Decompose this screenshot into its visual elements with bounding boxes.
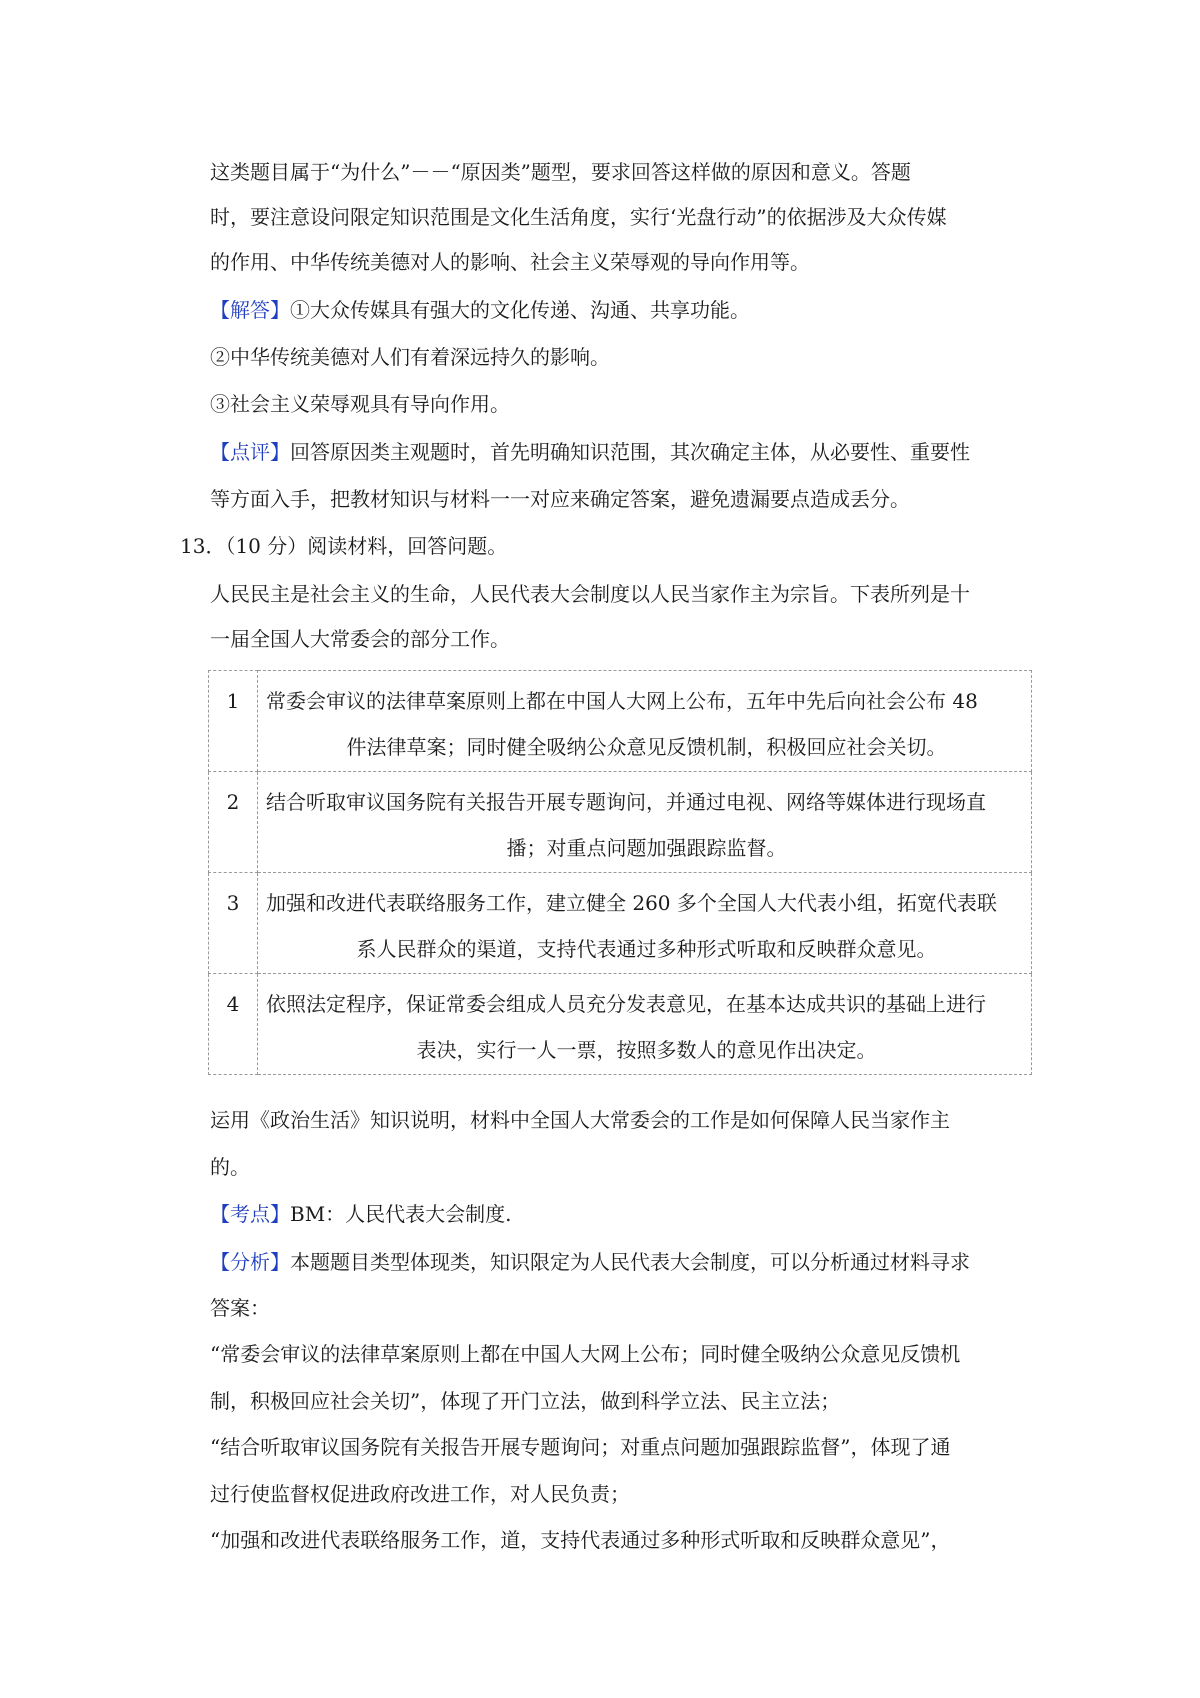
analysis-text-1: 本题题目类型体现类，知识限定为人民代表大会制度，可以分析通过材料寻求 [290, 1250, 970, 1274]
comment-line-2: 等方面入手，把教材知识与材料一一对应来确定答案，避免遗漏要点造成丢分。 [210, 487, 910, 511]
analysis-line-1 [210, 1248, 1030, 1276]
row-text-line-1: 加强和改进代表联络服务工作，建立健全 260 多个全国人大代表小组，拓宽代表联 [266, 891, 997, 915]
comment-text-1: 回答原因类主观题时，首先明确知识范围，其次确定主体，从必要性、重要性 [290, 440, 970, 464]
q13-intro-line-1: 人民民主是社会主义的生命，人民代表大会制度以人民当家作主为宗旨。下表所列是十 [210, 582, 970, 606]
analysis-line-2: 答案： [210, 1296, 270, 1320]
row-content [258, 772, 1032, 873]
intro-line-3: 的作用、中华传统美德对人的影响、社会主义荣辱观的导向作用等。 [210, 250, 810, 274]
comment-tag: 【点评】 [210, 440, 290, 464]
row-number: 1 [209, 671, 258, 772]
row-text-line-2: 件法律草案；同时健全吸纳公众意见反馈机制，积极回应社会关切。 [346, 735, 947, 759]
q13-intro-line-2: 一届全国人大常委会的部分工作。 [210, 627, 510, 651]
analysis-quote-2a: “结合听取审议国务院有关报告开展专题询问；对重点问题加强跟踪监督”，体现了通 [210, 1435, 951, 1459]
row-text-line-1: 常委会审议的法律草案原则上都在中国人大网上公布，五年中先后向社会公布 48 [266, 689, 978, 713]
kaodian-line [210, 1200, 1030, 1228]
table-row [209, 974, 1032, 1075]
question-13-header: 13．（10 分）阅读材料，回答问题。 [180, 534, 508, 558]
material-table [208, 670, 1032, 1075]
intro-line-2: 时，要注意设问限定知识范围是文化生活角度，实行‘光盘行动”的依据涉及大众传媒 [210, 205, 947, 229]
kaodian-tag: 【考点】 [210, 1202, 290, 1226]
q13-question-line-1: 运用《政治生活》知识说明，材料中全国人大常委会的工作是如何保障人民当家作主 [210, 1108, 950, 1132]
analysis-tag: 【分析】 [210, 1250, 290, 1274]
row-number: 3 [209, 873, 258, 974]
table-row [209, 671, 1032, 772]
row-content [258, 974, 1032, 1075]
row-text-line-2: 播；对重点问题加强跟踪监督。 [506, 836, 787, 860]
row-text-line-1: 依照法定程序，保证常委会组成人员充分发表意见，在基本达成共识的基础上进行 [266, 992, 986, 1016]
analysis-quote-3a: “加强和改进代表联络服务工作，道，支持代表通过多种形式听取和反映群众意见”， [210, 1528, 951, 1552]
comment-line-1 [210, 438, 1030, 466]
row-number: 2 [209, 772, 258, 873]
answer-line-1 [210, 296, 1030, 324]
row-text-line-2: 表决，实行一人一票，按照多数人的意见作出决定。 [416, 1038, 877, 1062]
answer-item-1: ①大众传媒具有强大的文化传递、沟通、共享功能。 [290, 298, 750, 322]
kaodian-text: BM：人民代表大会制度. [290, 1202, 512, 1226]
row-number: 4 [209, 974, 258, 1075]
table-row [209, 873, 1032, 974]
row-content [258, 671, 1032, 772]
q13-question-line-2: 的。 [210, 1155, 250, 1179]
analysis-quote-2b: 过行使监督权促进政府改进工作，对人民负责； [210, 1482, 630, 1506]
table-row [209, 772, 1032, 873]
analysis-quote-1b: 制，积极回应社会关切”，体现了开门立法，做到科学立法、民主立法； [210, 1389, 841, 1413]
intro-line-1: 这类题目属于“为什么”－－“原因类”题型，要求回答这样做的原因和意义。答题 [210, 160, 911, 184]
answer-tag: 【解答】 [210, 298, 290, 322]
row-text-line-1: 结合听取审议国务院有关报告开展专题询问，并通过电视、网络等媒体进行现场直 [266, 790, 986, 814]
row-text-line-2: 系人民群众的渠道，支持代表通过多种形式听取和反映群众意见。 [356, 937, 937, 961]
row-content [258, 873, 1032, 974]
answer-item-2: ②中华传统美德对人们有着深远持久的影响。 [210, 345, 610, 369]
answer-item-3: ③社会主义荣辱观具有导向作用。 [210, 392, 510, 416]
analysis-quote-1a: “常委会审议的法律草案原则上都在中国人大网上公布；同时健全吸纳公众意见反馈机 [210, 1342, 961, 1366]
